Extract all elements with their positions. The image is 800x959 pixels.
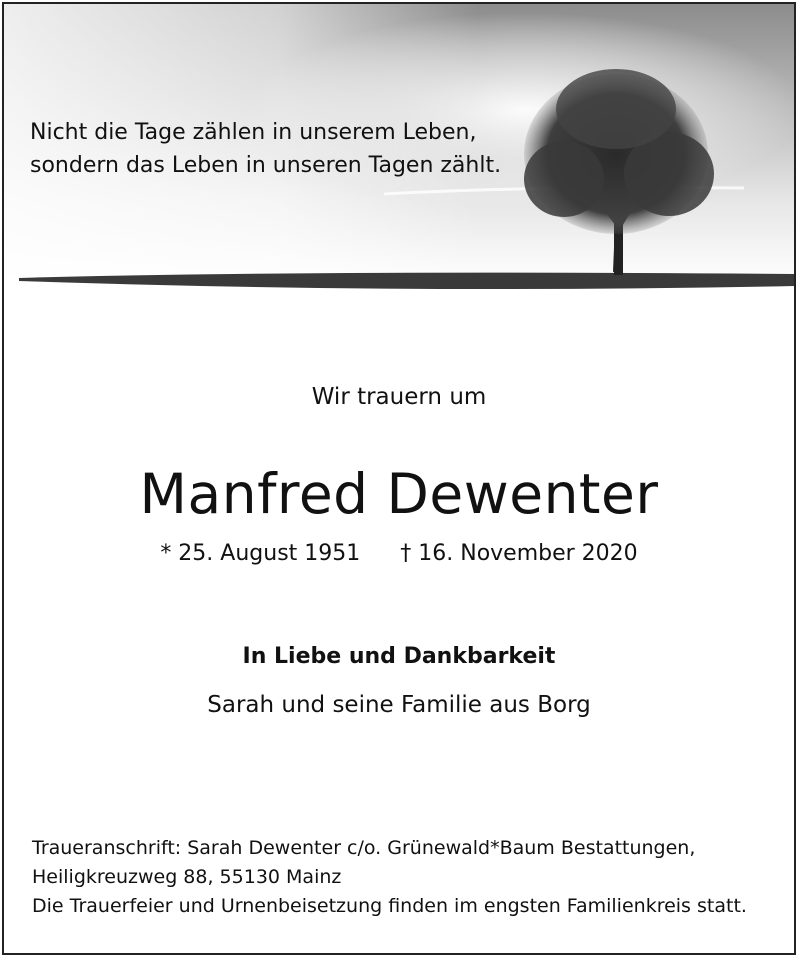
obituary-notice bbox=[2, 2, 796, 955]
life-dates bbox=[4, 541, 794, 566]
birth-date: * 25. August 1951 bbox=[160, 541, 361, 566]
family-signature: Sarah und seine Familie aus Borg bbox=[207, 692, 591, 718]
intro-text: Wir trauern um bbox=[311, 384, 487, 410]
death-date: † 16. November 2020 bbox=[400, 541, 638, 566]
quote-text bbox=[30, 116, 501, 182]
footer-info bbox=[32, 834, 747, 921]
deceased-name: Manfred Dewenter bbox=[139, 462, 659, 526]
footer-line-3: Die Trauerfeier und Urnenbeisetzung finden im engsten Familienkreis statt. bbox=[32, 895, 747, 917]
footer-line-2: Heiligkreuzweg 88, 55130 Mainz bbox=[32, 866, 342, 888]
footer-line-1: Traueranschrift: Sarah Dewenter c/o. Grünewald*Baum Bestattungen, bbox=[32, 837, 696, 859]
quote-line-1: Nicht die Tage zählen in unserem Leben, bbox=[30, 120, 477, 145]
closing-title: In Liebe und Dankbarkeit bbox=[242, 644, 556, 669]
quote-line-2: sondern das Leben in unseren Tagen zählt. bbox=[30, 153, 502, 178]
